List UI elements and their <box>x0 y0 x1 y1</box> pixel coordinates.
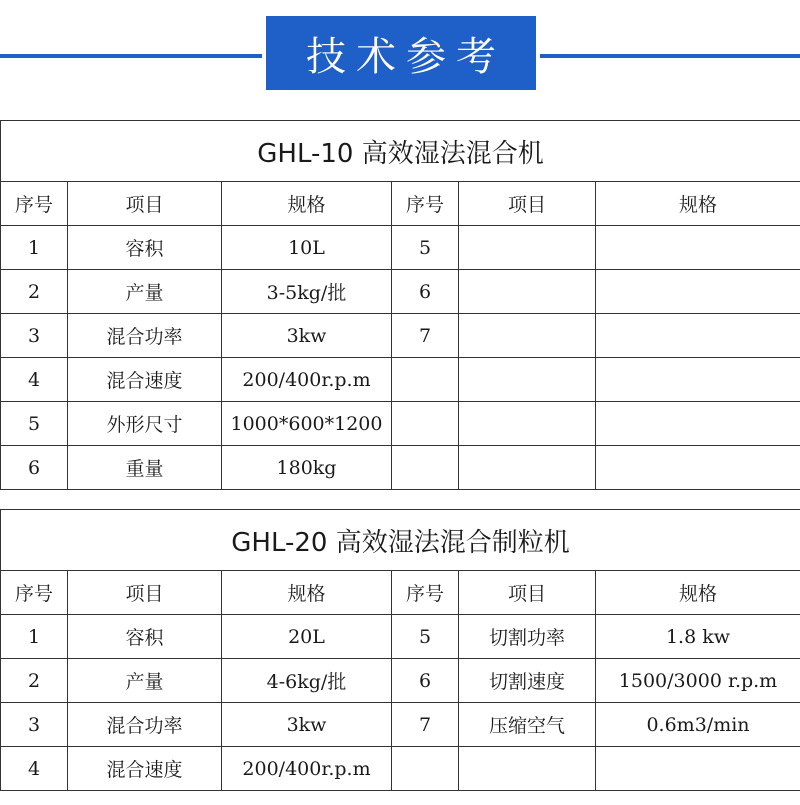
table-cell <box>596 358 800 402</box>
table-cell: 压缩空气 <box>459 703 596 747</box>
table-row <box>1 314 800 358</box>
table-cell: 混合功率 <box>68 314 222 358</box>
table-cell: 2 <box>1 270 68 314</box>
column-header: 规格 <box>596 571 800 615</box>
table-cell: 200/400r.p.m <box>222 747 392 791</box>
column-header: 规格 <box>596 182 800 226</box>
column-header: 序号 <box>392 182 459 226</box>
table-title: GHL-10 高效湿法混合机 <box>1 121 800 182</box>
column-header: 项目 <box>459 182 596 226</box>
table-row <box>1 446 800 490</box>
table-cell <box>392 402 459 446</box>
table-cell <box>459 226 596 270</box>
table-cell <box>459 402 596 446</box>
table-cell <box>459 446 596 490</box>
table-cell: 混合速度 <box>68 358 222 402</box>
table-cell <box>459 358 596 402</box>
table-cell: 产量 <box>68 659 222 703</box>
table-cell: 200/400r.p.m <box>222 358 392 402</box>
table-cell <box>596 446 800 490</box>
table-cell: 7 <box>392 703 459 747</box>
table-cell <box>459 747 596 791</box>
table-cell: 3kw <box>222 314 392 358</box>
table-cell: 4 <box>1 358 68 402</box>
table-cell: 1.8 kw <box>596 615 800 659</box>
table-cell: 3-5kg/批 <box>222 270 392 314</box>
spec-table-ghl-20 <box>0 509 800 791</box>
column-header: 序号 <box>1 571 68 615</box>
table-row <box>1 358 800 402</box>
table-cell: 1500/3000 r.p.m <box>596 659 800 703</box>
column-header: 序号 <box>1 182 68 226</box>
table-cell <box>596 747 800 791</box>
table-cell: 重量 <box>68 446 222 490</box>
table-cell: 外形尺寸 <box>68 402 222 446</box>
table-cell: 5 <box>392 226 459 270</box>
table-cell <box>459 270 596 314</box>
table-row <box>1 615 800 659</box>
column-header: 序号 <box>392 571 459 615</box>
spec-table-ghl-10 <box>0 120 800 490</box>
column-header: 项目 <box>459 571 596 615</box>
table-header-row <box>1 571 800 615</box>
table-cell: 5 <box>1 402 68 446</box>
table-cell: 容积 <box>68 615 222 659</box>
table-cell: 20L <box>222 615 392 659</box>
table-cell: 产量 <box>68 270 222 314</box>
table-cell: 0.6m3/min <box>596 703 800 747</box>
table-cell: 混合速度 <box>68 747 222 791</box>
table-cell: 1000*600*1200 <box>222 402 392 446</box>
column-header: 规格 <box>222 571 392 615</box>
table-row <box>1 226 800 270</box>
column-header: 项目 <box>68 571 222 615</box>
table-cell: 7 <box>392 314 459 358</box>
table-cell: 切割功率 <box>459 615 596 659</box>
table-cell: 3 <box>1 703 68 747</box>
table-cell: 6 <box>1 446 68 490</box>
table-row <box>1 659 800 703</box>
table-cell: 混合功率 <box>68 703 222 747</box>
table-cell <box>459 314 596 358</box>
table-cell: 6 <box>392 659 459 703</box>
header-line-right <box>540 54 800 58</box>
table-cell: 1 <box>1 615 68 659</box>
table-cell: 180kg <box>222 446 392 490</box>
table-title: GHL-20 高效湿法混合制粒机 <box>1 510 800 571</box>
header-line-left <box>0 54 262 58</box>
table-row <box>1 270 800 314</box>
table-cell <box>392 446 459 490</box>
table-cell: 切割速度 <box>459 659 596 703</box>
table-cell: 1 <box>1 226 68 270</box>
table-cell: 4 <box>1 747 68 791</box>
table-cell: 3kw <box>222 703 392 747</box>
table-row <box>1 402 800 446</box>
table-cell <box>596 226 800 270</box>
table-cell: 4-6kg/批 <box>222 659 392 703</box>
table-cell: 6 <box>392 270 459 314</box>
column-header: 规格 <box>222 182 392 226</box>
table-cell <box>392 358 459 402</box>
table-cell: 3 <box>1 314 68 358</box>
table-cell <box>392 747 459 791</box>
column-header: 项目 <box>68 182 222 226</box>
table-cell <box>596 314 800 358</box>
table-cell: 5 <box>392 615 459 659</box>
table-cell: 10L <box>222 226 392 270</box>
table-header-row <box>1 182 800 226</box>
table-cell: 2 <box>1 659 68 703</box>
table-cell <box>596 402 800 446</box>
table-cell <box>596 270 800 314</box>
table-row <box>1 703 800 747</box>
table-cell: 容积 <box>68 226 222 270</box>
section-title: 技术参考 <box>266 16 536 90</box>
table-row <box>1 747 800 791</box>
